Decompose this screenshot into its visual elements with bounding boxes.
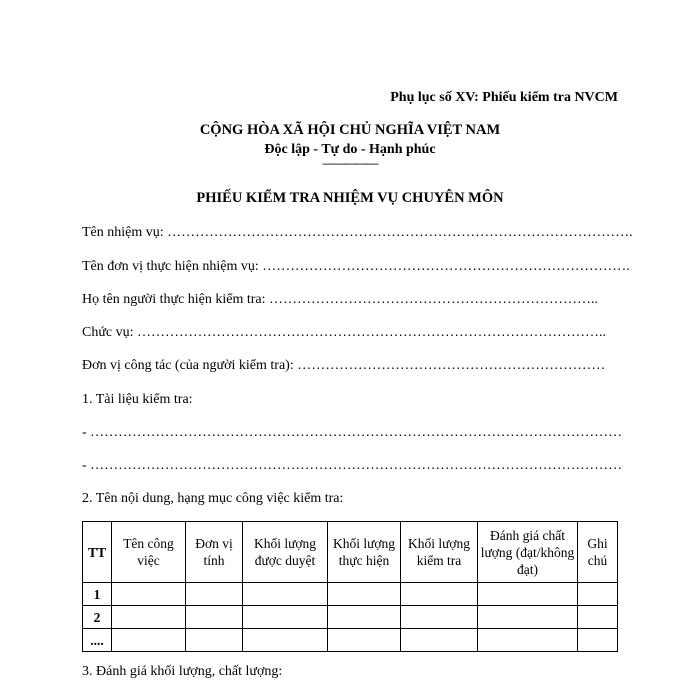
column-header: Khối lượng được duyệt xyxy=(243,522,328,583)
country-name: CỘNG HÒA XÃ HỘI CHỦ NGHĨA VIỆT NAM xyxy=(199,122,501,138)
inspection-table xyxy=(82,521,618,652)
row-number: 2 xyxy=(83,606,112,629)
document-item-2: - …………………………………………………………………………………………………… xyxy=(82,458,623,473)
column-header: Đánh giá chất lượng (đạt/không đạt) xyxy=(478,522,578,583)
field-label: Tên nhiệm vụ: xyxy=(82,225,164,240)
field-label: Họ tên người thực hiện kiểm tra: xyxy=(82,292,266,307)
table-cell xyxy=(328,606,401,629)
table-cell xyxy=(186,583,243,606)
field-position xyxy=(82,325,606,341)
row-number: 1 xyxy=(83,583,112,606)
field-workplace xyxy=(82,358,605,374)
table-cell xyxy=(186,629,243,652)
table-cell xyxy=(328,629,401,652)
appendix-label: Phụ lục số XV: Phiếu kiểm tra NVCM xyxy=(390,90,618,105)
column-header: Khối lượng kiểm tra xyxy=(401,522,478,583)
field-inspector-name xyxy=(82,292,598,308)
column-header: TT xyxy=(83,522,112,583)
table-cell xyxy=(243,606,328,629)
table-cell xyxy=(578,629,618,652)
document-title: PHIẾU KIỂM TRA NHIỆM VỤ CHUYÊN MÔN xyxy=(196,190,504,206)
document-item-1: - …………………………………………………………………………………………………… xyxy=(82,425,623,440)
table-cell xyxy=(243,583,328,606)
national-motto: Độc lập - Tự do - Hạnh phúc xyxy=(264,142,436,157)
table-header-row xyxy=(83,522,618,583)
section-2-heading: 2. Tên nội dung, hạng mục công việc kiểm tra: xyxy=(82,491,344,506)
field-label: Đơn vị công tác (của người kiểm tra): xyxy=(82,358,294,373)
row-number: .... xyxy=(83,629,112,652)
table-cell xyxy=(478,606,578,629)
table-cell xyxy=(401,606,478,629)
column-header: Tên công việc xyxy=(112,522,186,583)
table-cell xyxy=(112,583,186,606)
section-1-heading: 1. Tài liệu kiểm tra: xyxy=(82,392,193,407)
field-fill: ………………………………………………………………………………………. xyxy=(167,225,633,240)
motto-separator: ————— xyxy=(322,156,378,170)
field-label: Tên đơn vị thực hiện nhiệm vụ: xyxy=(82,259,259,274)
table-row xyxy=(83,583,618,606)
table-cell xyxy=(243,629,328,652)
table-cell xyxy=(112,606,186,629)
table-cell xyxy=(578,606,618,629)
field-fill: …………………………………………………………….. xyxy=(269,292,599,307)
section-3-heading: 3. Đánh giá khối lượng, chất lượng: xyxy=(82,664,283,679)
table-cell xyxy=(112,629,186,652)
field-task-name xyxy=(82,225,633,241)
table-cell xyxy=(401,629,478,652)
field-fill: ………………………………………………………… xyxy=(297,358,606,373)
field-unit-name xyxy=(82,259,630,275)
table-cell xyxy=(401,583,478,606)
table-cell xyxy=(478,629,578,652)
field-fill: ……………………………………………………………………. xyxy=(262,259,630,274)
column-header: Khối lượng thực hiện xyxy=(328,522,401,583)
column-header: Đơn vị tính xyxy=(186,522,243,583)
table-cell xyxy=(478,583,578,606)
field-label: Chức vụ: xyxy=(82,325,134,340)
table-cell xyxy=(186,606,243,629)
table-cell xyxy=(578,583,618,606)
table-cell xyxy=(328,583,401,606)
column-header: Ghi chú xyxy=(578,522,618,583)
table-row xyxy=(83,629,618,652)
table-row xyxy=(83,606,618,629)
field-fill: ……………………………………………………………………………………….. xyxy=(137,325,607,340)
